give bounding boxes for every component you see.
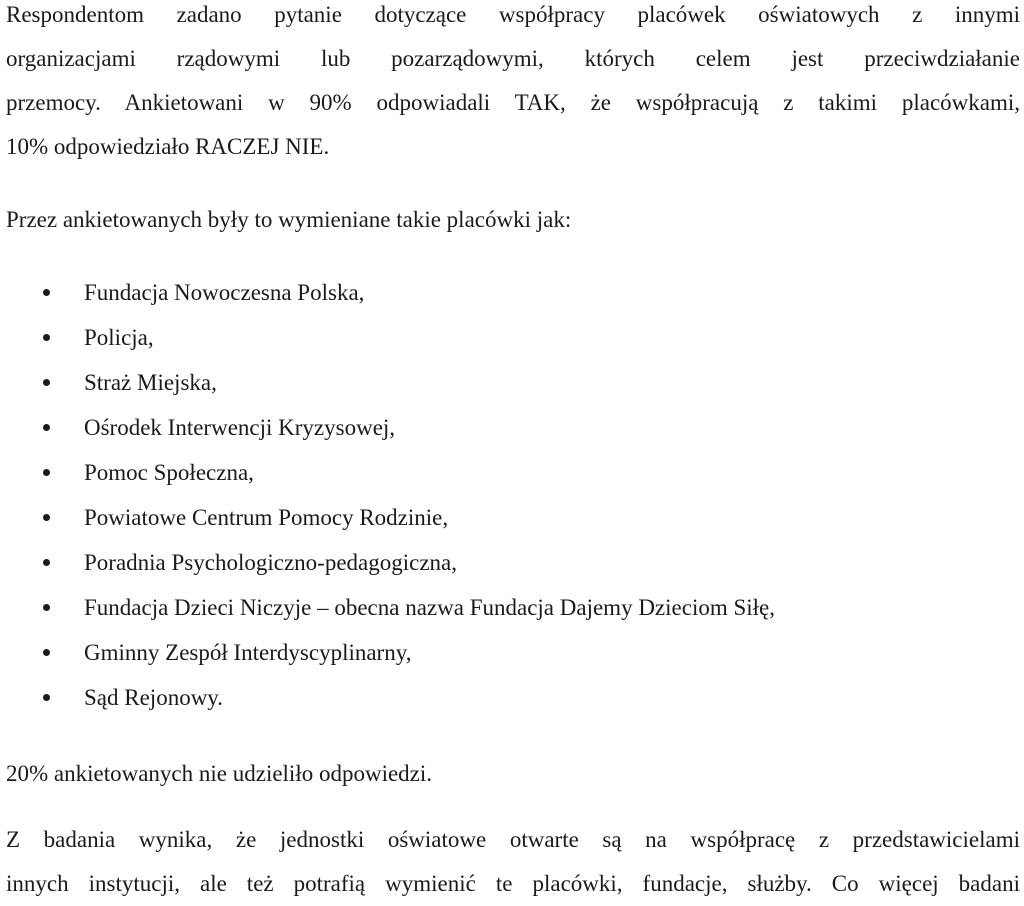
bullet-icon <box>43 289 50 296</box>
list-item <box>0 630 775 675</box>
list-item-text: Ośrodek Interwencji Kryzysowej, <box>84 415 396 440</box>
list-item <box>0 675 775 720</box>
bullet-icon <box>43 334 50 341</box>
paragraph-line: organizacjami rządowymi lub pozarządowymi, których celem jest przeciwdziałanie <box>6 46 1020 71</box>
list-item-text: Sąd Rejonowy. <box>84 685 224 710</box>
list-item-text: Policja, <box>84 325 154 350</box>
list-item <box>0 270 775 315</box>
bullet-icon <box>43 379 50 386</box>
bullet-icon <box>43 424 50 431</box>
list-item <box>0 495 775 540</box>
paragraph-line: 10% odpowiedziało RACZEJ NIE. <box>6 134 330 159</box>
list-item-text: Fundacja Dzieci Niczyje – obecna nazwa Fundacja Dajemy Dzieciom Siłę, <box>84 595 775 620</box>
institutions-list <box>0 270 775 720</box>
list-item-text: Poradnia Psychologiczno-pedagogiczna, <box>84 550 457 575</box>
bullet-icon <box>43 604 50 611</box>
list-item-text: Fundacja Nowoczesna Polska, <box>84 280 365 305</box>
list-item <box>0 360 775 405</box>
paragraph-survey-question <box>6 0 1020 169</box>
list-item-text: Powiatowe Centrum Pomocy Rodzinie, <box>84 505 449 530</box>
paragraph-list-intro: Przez ankietowanych były to wymieniane takie placówki jak: <box>6 207 572 232</box>
paragraph-line: innych instytucji, ale też potrafią wymienić te placówki, fundacje, służby. Co więcej badani <box>6 871 1020 896</box>
bullet-icon <box>43 559 50 566</box>
list-item <box>0 540 775 585</box>
bullet-icon <box>43 649 50 656</box>
paragraph-no-answer: 20% ankietowanych nie udzieliło odpowiedzi. <box>6 761 433 786</box>
bullet-icon <box>43 469 50 476</box>
bullet-icon <box>43 694 50 701</box>
paragraph-line: Z badania wynika, że jednostki oświatowe otwarte są na współpracę z przedstawicielami <box>6 827 1020 852</box>
list-item <box>0 405 775 450</box>
paragraph-line: Respondentom zadano pytanie dotyczące współpracy placówek oświatowych z innymi <box>6 2 1020 27</box>
list-item <box>0 585 775 630</box>
list-item <box>0 315 775 360</box>
list-item-text: Straż Miejska, <box>84 370 217 395</box>
list-item-text: Gminny Zespół Interdyscyplinarny, <box>84 640 412 665</box>
list-item <box>0 450 775 495</box>
list-item-text: Pomoc Społeczna, <box>84 460 254 485</box>
paragraph-line: przemocy. Ankietowani w 90% odpowiadali TAK, że współpracują z takimi placówkami, <box>6 90 1020 115</box>
paragraph-conclusion <box>6 818 1020 906</box>
bullet-icon <box>43 514 50 521</box>
